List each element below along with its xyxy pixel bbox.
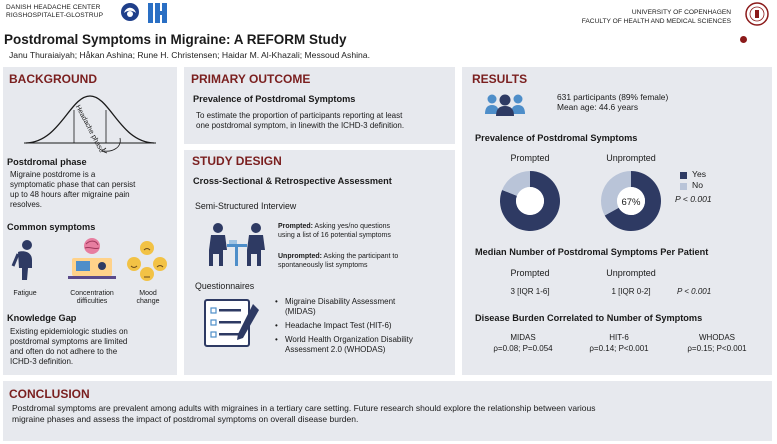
postdromal-text-4: resolves. [10, 200, 43, 209]
conclusion-text-2: migraine phases and assess the impact of postdromal symptoms on overall disease burden. [12, 414, 359, 424]
knowledge-gap-heading: Knowledge Gap [7, 313, 77, 323]
institution-right-line-2: FACULTY OF HEALTH AND MEDICAL SCIENCES [581, 17, 731, 25]
institution-right [582, 9, 731, 26]
median-unprompted-label: Unprompted [606, 268, 656, 278]
institution-left-line-1: DANISH HEADACHE CENTER [6, 4, 101, 11]
mood-icon [126, 240, 168, 282]
study-design-heading: STUDY DESIGN [192, 154, 282, 168]
burden-whodas-stat: ρ=0.15; P<0.001 [687, 344, 747, 353]
burden-hit6-name: HIT-6 [609, 333, 629, 342]
accent-dot [740, 36, 747, 43]
burden-midas-name: MIDAS [510, 333, 536, 342]
institution-left-line-2: RIGSHOSPITALET-GLOSTRUP [6, 12, 104, 19]
gap-text-3: and often do not adhere to the [10, 347, 118, 356]
legend-yes-swatch [680, 172, 687, 179]
primary-outcome-text-2: one postdromal symptom, in linewith the ICHD-3 definition. [196, 121, 405, 130]
q3b: Assessment 2.0 (WHODAS) [285, 345, 386, 354]
interview-label: Semi-Structured Interview [195, 201, 297, 211]
burden-whodas-name: WHODAS [699, 333, 735, 342]
gap-text-4: ICHD-3 definition. [10, 357, 74, 366]
authors: Janu Thuraiaiyah; Håkan Ashina; Rune H. Christensen; Haidar M. Al-Khazali; Messoud Ashina. [9, 50, 370, 60]
university-seal-icon [745, 2, 769, 28]
interview-icon [203, 220, 271, 270]
q1a: Migraine Disability Assessment [285, 297, 396, 306]
unprompted-chart-label: Unprompted [606, 153, 656, 163]
prompted-text-2: using a list of 16 potential symptoms [278, 232, 391, 239]
reform-logo-icon [146, 1, 170, 25]
institution-right-line-1: UNIVERSITY OF COPENHAGEN [631, 9, 731, 16]
unprompted-bold: Unprompted: [278, 253, 322, 260]
median-prompted-label: Prompted [510, 268, 550, 278]
q3a: World Health Organization Disability [285, 335, 413, 344]
common-symptoms-heading: Common symptoms [7, 222, 96, 232]
burden-midas-stat: ρ=0.08; P=0.054 [493, 344, 553, 353]
legend-no-label: No [692, 180, 703, 190]
prevalence-heading: Prevalence of Postdromal Symptoms [475, 133, 638, 143]
primary-outcome-subheading: Prevalence of Postdromal Symptoms [193, 94, 356, 104]
burden-heading: Disease Burden Correlated to Number of Symptoms [475, 313, 703, 323]
unprompted-line-1 [278, 253, 398, 261]
median-p-value: P < 0.001 [677, 287, 712, 296]
questionnaires-label: Questionnaires [195, 281, 255, 291]
fatigue-icon [10, 238, 40, 282]
symptom-fatigue: Fatigue [13, 290, 37, 297]
symptom-concentration-b: difficulties [76, 298, 108, 305]
conclusion-heading: CONCLUSION [9, 387, 90, 401]
postdromal-text-3: up to 48 hours after migraine pain [10, 190, 130, 199]
participants-icon [483, 92, 527, 116]
gap-text-2: postdromal symptoms are limited [10, 337, 128, 346]
median-unprompted-value: 1 [IQR 0-2] [611, 287, 651, 296]
background-heading: BACKGROUND [9, 72, 97, 86]
primary-outcome-heading: PRIMARY OUTCOME [191, 72, 311, 86]
prompted-bold: Prompted: [278, 223, 313, 230]
unprompted-text-2: spontaneously list symptoms [278, 262, 368, 269]
burden-hit6-stat: ρ=0.14; P<0.001 [589, 344, 649, 353]
median-prompted-value: 3 [IQR 1-6] [510, 287, 550, 296]
questionnaire-icon [203, 298, 263, 348]
concentration-icon [66, 236, 118, 280]
legend-yes-label: Yes [692, 169, 707, 179]
postdromal-heading: Postdromal phase [7, 157, 87, 167]
rigshospitalet-logo-icon [120, 2, 140, 22]
institution-left [6, 4, 103, 20]
prompted-center-label: 81% [519, 196, 540, 207]
unprompted-center-label: 67% [621, 197, 641, 208]
symptom-mood-b: change [136, 298, 160, 305]
postdromal-text-2: symptomatic phase that can persist [10, 180, 136, 189]
symptom-concentration-a: Concentration [70, 290, 114, 297]
participants-text: 631 participants (89% female) [557, 92, 669, 102]
mean-age-text: Mean age: 44.6 years [557, 102, 639, 112]
symptom-mood-a: Mood [139, 290, 157, 297]
q-bullet-3: • [275, 335, 278, 344]
prompted-chart-label: Prompted [510, 153, 550, 163]
conclusion-text-1: Postdromal symptoms are prevalent among adults with migraines in a tertiary care setting. Future research should explore the relationship between various [12, 403, 596, 413]
postdromal-text-1: Migraine postdrome is a [10, 170, 96, 179]
prevalence-p-value: P < 0.001 [675, 194, 712, 204]
median-heading: Median Number of Postdromal Symptoms Per Patient [475, 247, 709, 257]
prompted-line-1 [278, 223, 390, 231]
q2: Headache Impact Test (HIT-6) [285, 321, 392, 330]
prompted-text-1: Asking yes/no questions [313, 223, 391, 230]
q-bullet-1: • [275, 297, 278, 306]
gap-text-1: Existing epidemiologic studies on [10, 327, 128, 336]
primary-outcome-text-1: To estimate the proportion of participants reporting at least [196, 111, 403, 120]
study-design-subheading: Cross-Sectional & Retrospective Assessment [193, 176, 392, 186]
legend-no-swatch [680, 183, 687, 190]
q-bullet-2: • [275, 321, 278, 330]
poster-title: Postdromal Symptoms in Migraine: A REFORM Study [4, 32, 347, 47]
results-heading: RESULTS [472, 72, 528, 86]
unprompted-text-1: Asking the participant to [321, 253, 399, 260]
q1b: (MIDAS) [285, 307, 316, 316]
